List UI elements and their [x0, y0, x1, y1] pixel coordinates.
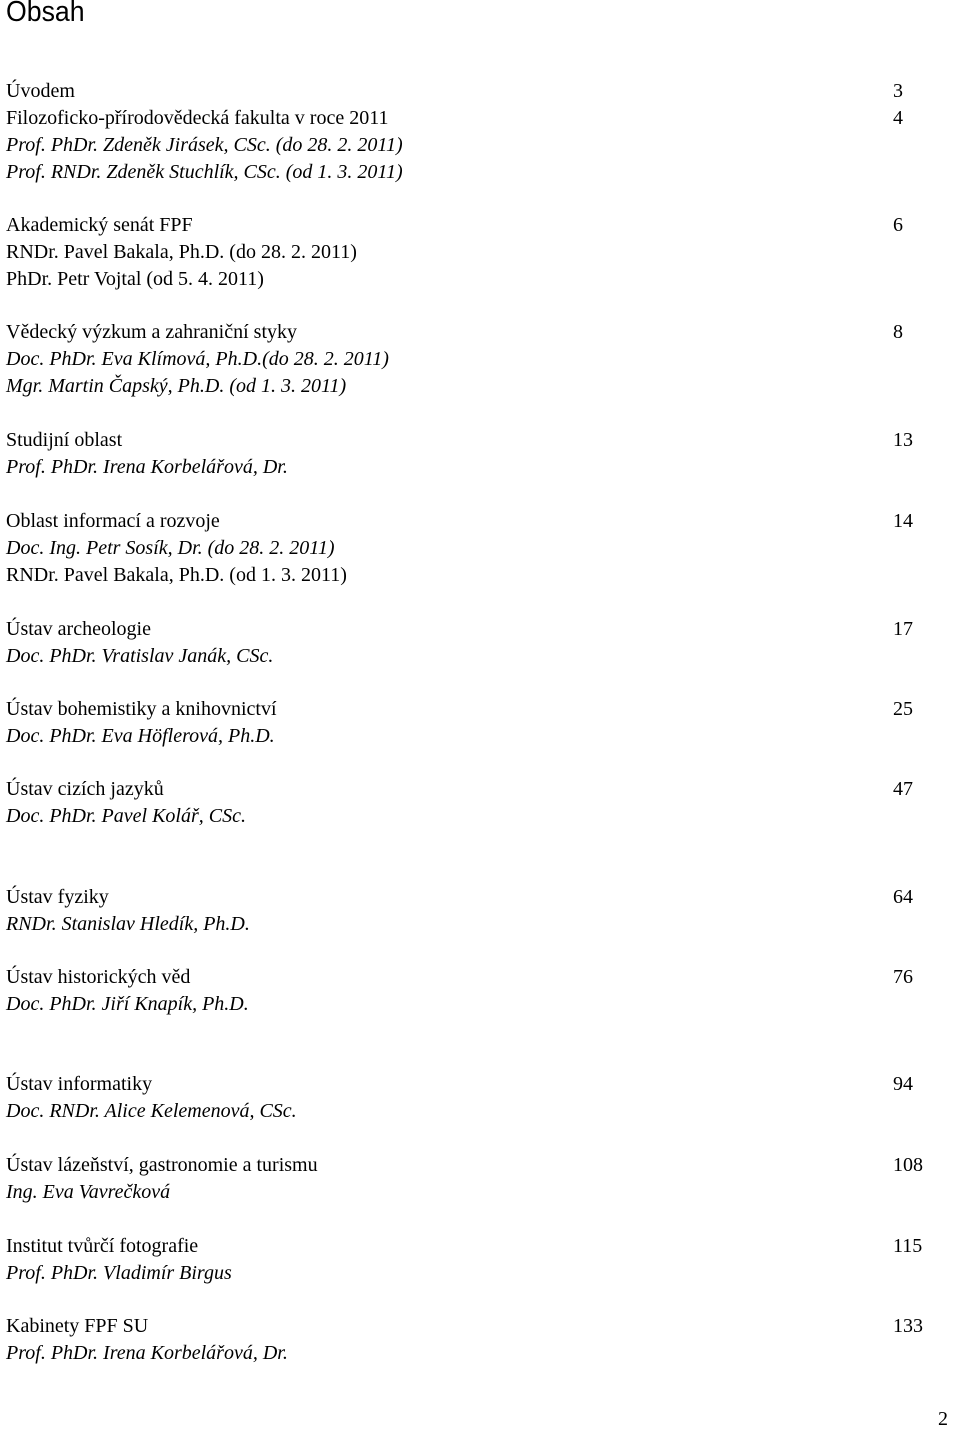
toc-section [0, 78, 960, 186]
toc-page-number: 8 [893, 321, 903, 343]
toc-subentry [0, 373, 960, 400]
toc-subentry [0, 266, 960, 293]
toc-subentry [0, 1098, 960, 1125]
toc-entry-person: Filozoficko-přírodovědecká fakulta v roce 2011 [6, 107, 389, 129]
toc-subentry [0, 105, 960, 132]
toc-entry-person: Doc. Ing. Petr Sosík, Dr. (do 28. 2. 2011) [6, 537, 335, 559]
toc-page-number: 133 [893, 1315, 923, 1337]
toc-page-number: 14 [893, 510, 913, 532]
toc-subentry [0, 911, 960, 938]
toc-subentry [0, 723, 960, 750]
toc-entry [0, 1233, 960, 1260]
toc-entry [0, 776, 960, 803]
toc-section [0, 1233, 960, 1287]
toc-entry [0, 1071, 960, 1098]
toc-entry [0, 427, 960, 454]
toc-entry [0, 696, 960, 723]
toc-entry-title: Studijní oblast [6, 429, 123, 451]
toc-section [0, 1152, 960, 1206]
toc-page-number: 108 [893, 1154, 923, 1176]
toc-section [0, 508, 960, 589]
toc-subentry [0, 562, 960, 589]
toc-entry-person: Prof. RNDr. Zdeněk Stuchlík, CSc. (od 1. 3. 2011) [6, 161, 403, 183]
page-title: Obsah [6, 0, 85, 28]
toc-page-number: 47 [893, 778, 913, 800]
toc-entry-person: Prof. PhDr. Zdeněk Jirásek, CSc. (do 28. 2. 2011) [6, 134, 403, 156]
toc-page-number: 4 [893, 107, 903, 129]
toc-page-number: 17 [893, 618, 913, 640]
toc-entry-title: Úvodem [6, 80, 75, 102]
toc-entry-title: Vědecký výzkum a zahraniční styky [6, 321, 298, 343]
toc-entry-title: Kabinety FPF SU [6, 1315, 149, 1337]
toc-section [0, 776, 960, 830]
toc-page-number: 76 [893, 966, 913, 988]
toc-section [0, 964, 960, 1018]
toc-entry-title: Ústav fyziky [6, 886, 109, 908]
toc-entry-person: PhDr. Petr Vojtal (od 5. 4. 2011) [6, 268, 264, 290]
toc-section [0, 1313, 960, 1367]
toc-subentry [0, 132, 960, 159]
toc-entry [0, 964, 960, 991]
toc-subentry [0, 454, 960, 481]
toc-entry-title: Ústav historických věd [6, 966, 191, 988]
toc-section [0, 427, 960, 481]
toc-entry-person: RNDr. Pavel Bakala, Ph.D. (od 1. 3. 2011) [6, 564, 347, 586]
toc-entry-person: Prof. PhDr. Irena Korbelářová, Dr. [6, 1342, 288, 1364]
toc-section [0, 696, 960, 750]
toc-subentry [0, 346, 960, 373]
toc-page-number: 3 [893, 80, 903, 102]
toc-entry-title: Oblast informací a rozvoje [6, 510, 220, 532]
toc-entry [0, 1152, 960, 1179]
toc-subentry [0, 239, 960, 266]
toc-section [0, 616, 960, 670]
toc-entry [0, 319, 960, 346]
toc-entry-person: RNDr. Pavel Bakala, Ph.D. (do 28. 2. 2011) [6, 241, 357, 263]
toc-page-number: 25 [893, 698, 913, 720]
toc-page-number: 64 [893, 886, 913, 908]
toc-entry-person: Prof. PhDr. Vladimír Birgus [6, 1262, 232, 1284]
toc-entry-title: Ústav cizích jazyků [6, 778, 164, 800]
toc-subentry [0, 1179, 960, 1206]
toc-entry-title: Institut tvůrčí fotografie [6, 1235, 199, 1257]
toc-section [0, 884, 960, 938]
toc-subentry [0, 535, 960, 562]
toc-entry-title: Ústav lázeňství, gastronomie a turismu [6, 1154, 318, 1176]
toc-entry-person: Doc. PhDr. Eva Höflerová, Ph.D. [6, 725, 275, 747]
toc-subentry [0, 991, 960, 1018]
toc-entry-person: Doc. PhDr. Pavel Kolář, CSc. [6, 805, 246, 827]
toc-entry-person: Doc. PhDr. Vratislav Janák, CSc. [6, 645, 274, 667]
toc-page-number: 6 [893, 214, 903, 236]
toc-subentry [0, 643, 960, 670]
toc-subentry [0, 1260, 960, 1287]
page-number: 2 [938, 1408, 948, 1430]
toc-entry [0, 78, 960, 105]
toc-page-number: 115 [893, 1235, 923, 1257]
toc-section [0, 319, 960, 400]
toc-entry-person: RNDr. Stanislav Hledík, Ph.D. [6, 913, 250, 935]
toc-entry-title: Ústav archeologie [6, 618, 151, 640]
toc-page-number: 94 [893, 1073, 913, 1095]
toc-entry-person: Prof. PhDr. Irena Korbelářová, Dr. [6, 456, 288, 478]
toc-entry-title: Akademický senát FPF [6, 214, 193, 236]
toc-entry-title: Ústav informatiky [6, 1073, 153, 1095]
toc-entry-person: Mgr. Martin Čapský, Ph.D. (od 1. 3. 2011) [6, 375, 347, 397]
toc-section [0, 1071, 960, 1125]
toc-entry [0, 1313, 960, 1340]
toc-entry-title: Ústav bohemistiky a knihovnictví [6, 698, 277, 720]
toc-entry [0, 616, 960, 643]
toc-section [0, 212, 960, 293]
toc-subentry [0, 1340, 960, 1367]
toc-entry-person: Doc. RNDr. Alice Kelemenová, CSc. [6, 1100, 297, 1122]
toc-entry-person: Doc. PhDr. Eva Klímová, Ph.D.(do 28. 2. 2011) [6, 348, 389, 370]
toc-page-number: 13 [893, 429, 913, 451]
toc-entry-person: Doc. PhDr. Jiří Knapík, Ph.D. [6, 993, 249, 1015]
toc-entry-person: Ing. Eva Vavrečková [6, 1181, 171, 1203]
toc-entry [0, 212, 960, 239]
toc-subentry [0, 803, 960, 830]
toc-subentry [0, 159, 960, 186]
toc-entry [0, 884, 960, 911]
toc-entry [0, 508, 960, 535]
